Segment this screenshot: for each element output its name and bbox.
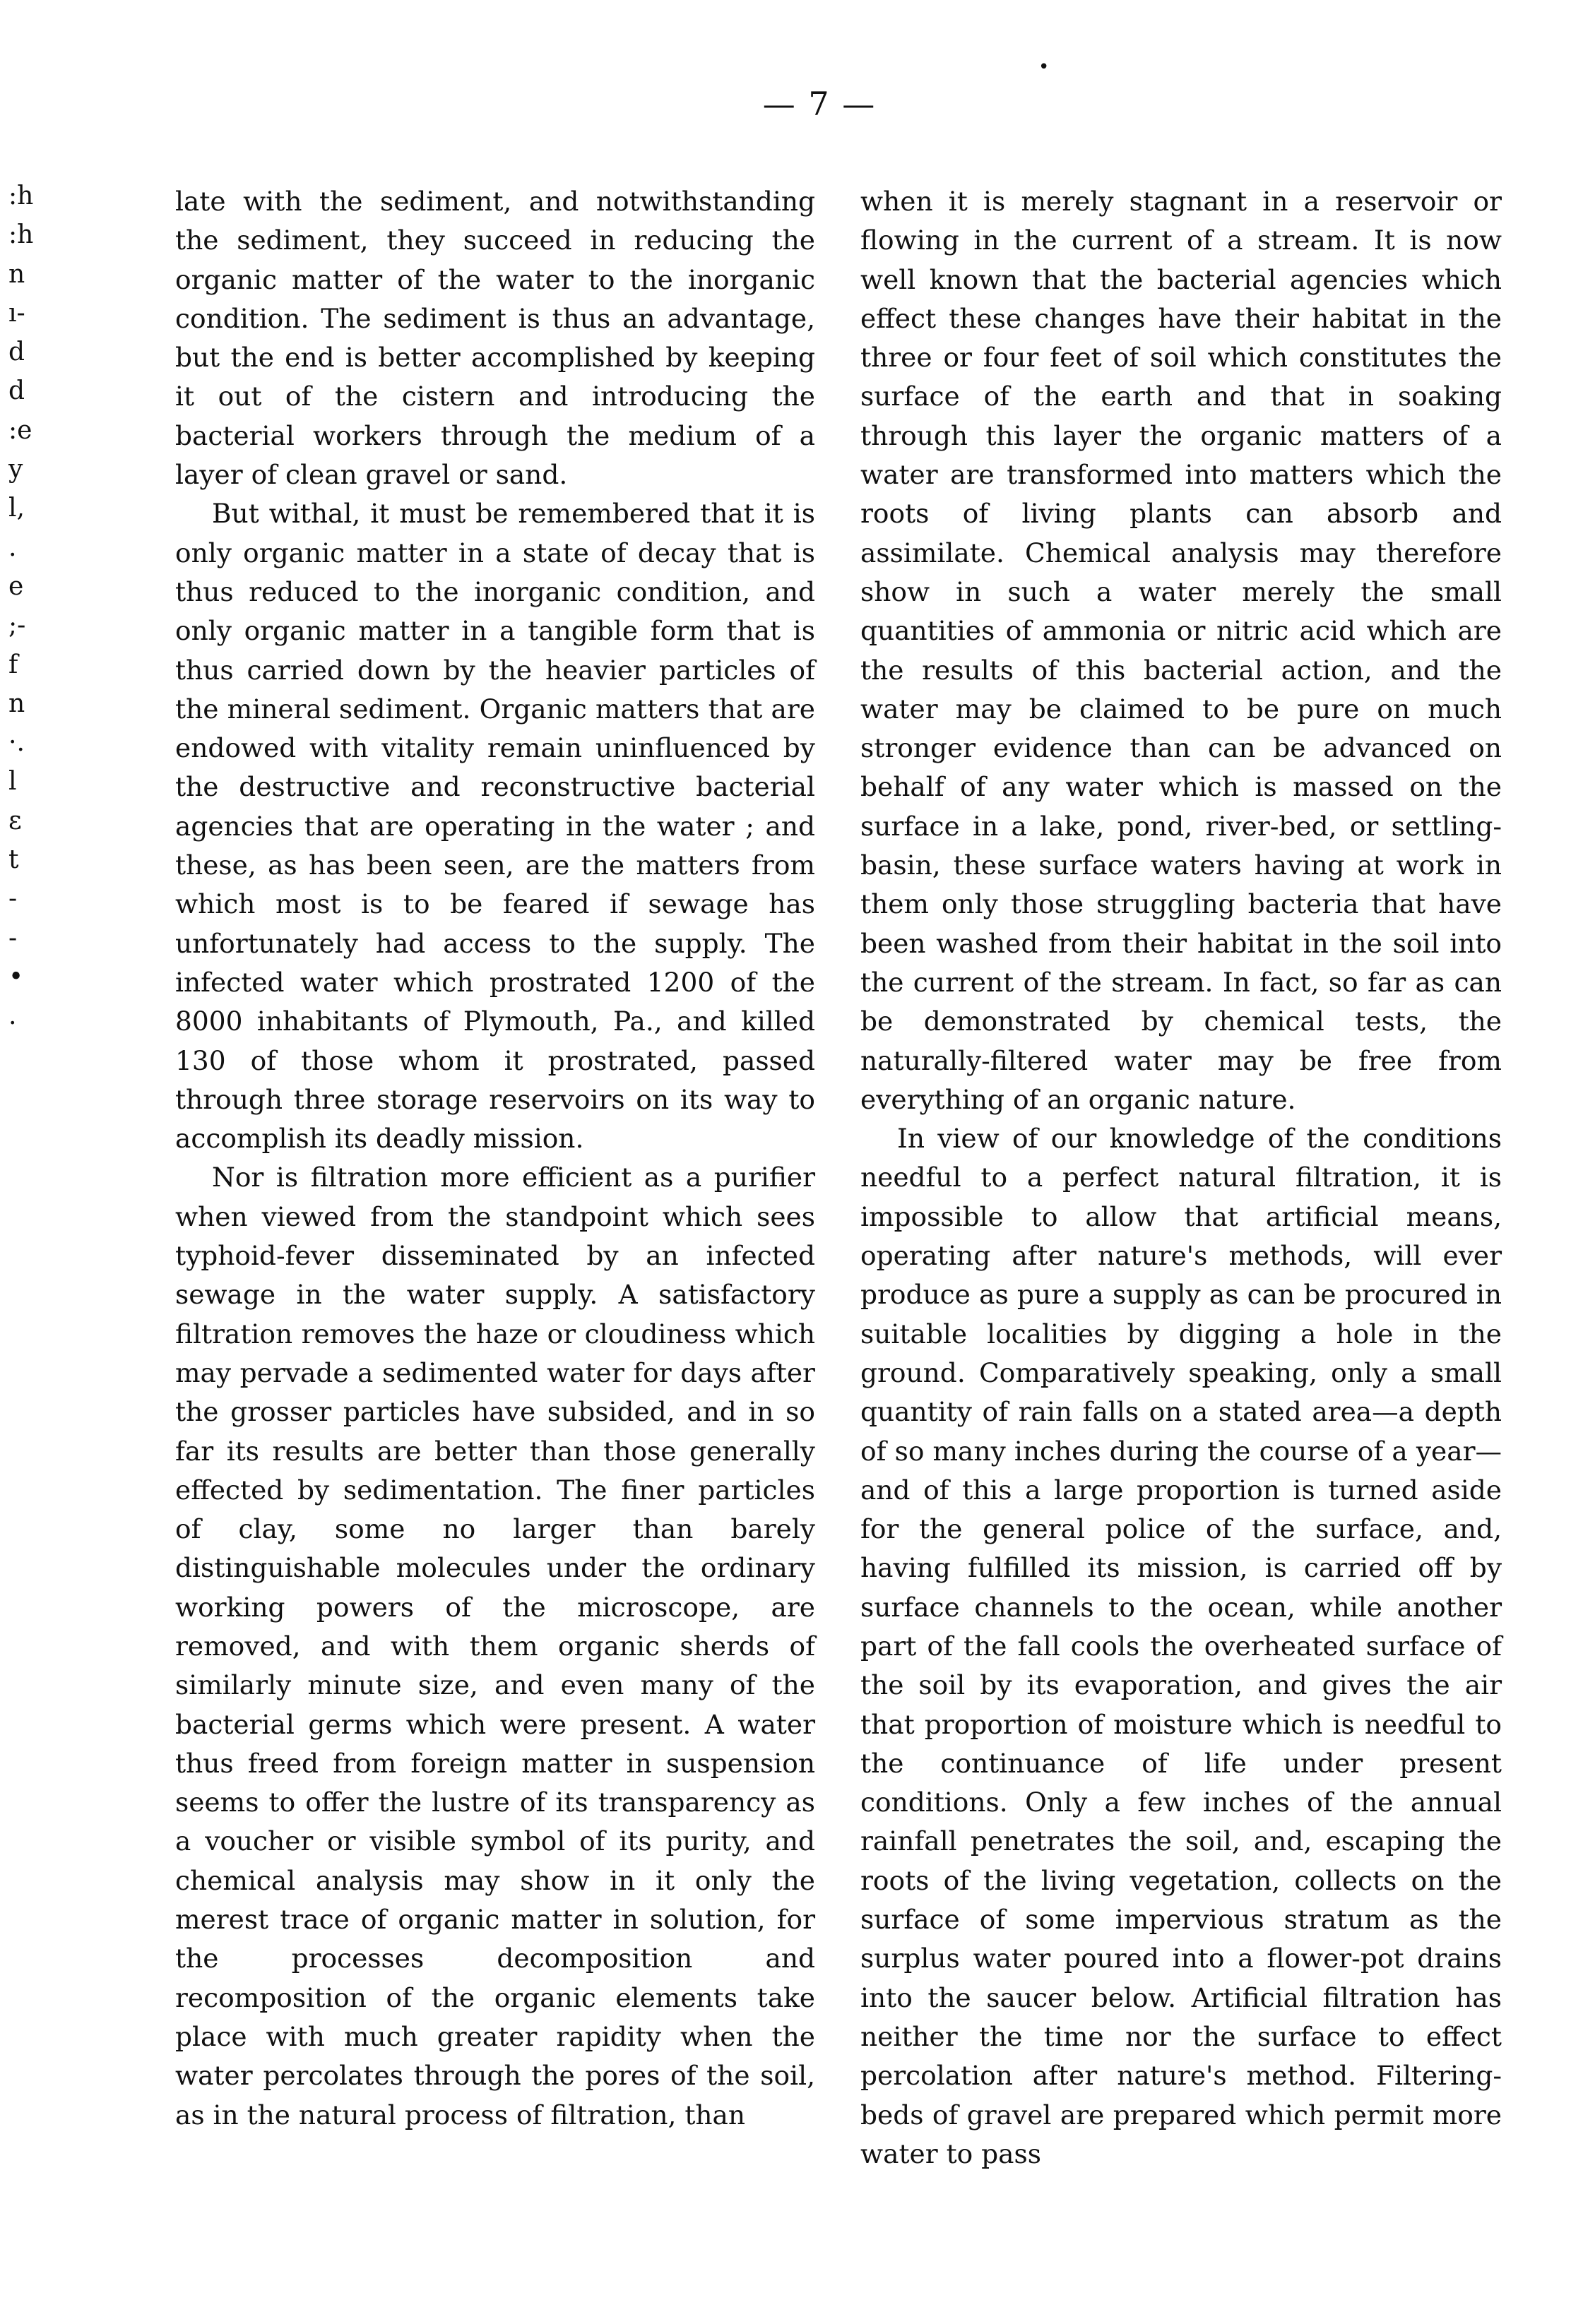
margin-fragment: :e xyxy=(8,415,32,445)
page-number: — 7 — xyxy=(762,85,877,123)
margin-fragment: t xyxy=(8,845,19,875)
margin-fragment: d xyxy=(8,376,25,406)
margin-fragment: - xyxy=(8,884,18,914)
margin-fragment: l, xyxy=(8,494,25,523)
paragraph: In view of our knowledge of the conditions needful to a perfect natural filtration, it is impossible to allow that artificial means, operating after nature's methods, will ever produce as pure a supply as can be procured in suitable localities by digging a hole in the ground. Comparatively speaking, only a small quantity of rain falls on a stated area—a depth of so many inches during the course of a year—and of this a large proportion is turned aside for the general police of the surface, and, having fulfilled its mission, is carried off by surface channels to the ocean, while another part of the fall cools the overheated surface of the soil by its evaporation, and gives the air that proportion of moisture which is needful to the continuance of life under present conditions. Only a few inches of the annual rainfall penetrates the soil, and, escaping the roots of the living vegetation, collects on the surface of some impervious stratum as the surplus water poured into a flower-pot drains into the saucer below. Artificial filtration has neither the time nor the surface to effect percolation after nature's method. Filtering-beds of gravel are prepared which permit more water to pass xyxy=(860,1123,1502,2169)
margin-fragment: • xyxy=(8,962,24,991)
margin-fragment: n xyxy=(8,689,25,718)
margin-fragment: d xyxy=(8,338,25,367)
margin-fragment: ;- xyxy=(8,611,26,640)
paragraph: But withal, it must be remembered that it is only organic matter in a state of decay that is thus reduced to the inorganic condition, and only organic matter in a tangible form that is thus carried down by the heavier particles of the mineral sediment. Organic matters that are endowed with vitality remain uninfluenced by the destructive and reconstructive bacterial agencies that are operating in the water ; and these, as has been seen, are the matters from which most is to be feared if sewage has unfortunately had access to the supply. The infected water which prostrated 1200 of the 8000 inhabitants of Plymouth, Pa., and killed 130 of those whom it prostrated, passed through three storage reservoirs on its way to accomplish its deadly mission. xyxy=(175,498,815,1155)
margin-fragments xyxy=(8,177,37,1036)
margin-fragment: l xyxy=(8,767,17,797)
margin-fragment: f xyxy=(8,650,18,679)
margin-fragment: e xyxy=(8,571,24,601)
margin-fragment: ·. xyxy=(8,728,25,758)
margin-fragment: ı- xyxy=(8,298,25,328)
paragraph: when it is merely stagnant in a reservoir or flowing in the current of a stream. It is now well known that the bacterial agencies which effect these changes have their habitat in the three or four feet of soil which constitutes the surface of the earth and that in soaking through this layer the organic matters of a water are transformed into matters which the roots of living plants can absorb and assimilate. Chemical analysis may therefore show in such a water merely the small quantities of ammonia or nitric acid which are the results of this bacterial action, and the water may be claimed to be pure on much stronger evidence than can be advanced on behalf of any water which is massed on the surface in a lake, pond, river-bed, or settling-basin, these surface waters having at work in them only those struggling bacteria that have been washed from their habitat in the soil into the current of the stream. In fact, so far as can be demonstrated by chemical tests, the naturally-filtered water may be free from everything of an organic nature. xyxy=(860,186,1502,1115)
margin-fragment: - xyxy=(8,923,18,953)
margin-fragment: ɛ xyxy=(8,806,22,835)
right-text-column xyxy=(860,182,1502,2174)
margin-fragment: y xyxy=(8,455,23,484)
paragraph: Nor is filtration more efficient as a purifier when viewed from the standpoint which sees typhoid-fever disseminated by an infected sewage in the water supply. A satisfactory filtration removes the haze or cloudiness which may pervade a sedimented water for days after the grosser particles have subsided, and in so far its results are better than those generally effected by sedimentation. The finer particles of clay, some no larger than barely distinguishable molecules under the ordinary working powers of the microscope, are removed, and with them organic sherds of similarly minute size, and even many of the bacterial germs which were present. A water thus freed from foreign matter in suspension seems to offer the lustre of its transparency as a voucher or visible symbol of its purity, and chemical analysis may show in it only the merest trace of organic matter in solution, for the processes decomposition and recomposition of the organic elements take place with much greater rapidity when the water percolates through the pores of the soil, as in the natural process of filtration, than xyxy=(175,1162,815,2131)
margin-fragment: :h xyxy=(8,220,34,250)
stray-print-mark: • xyxy=(1038,56,1050,78)
margin-fragment: n xyxy=(8,259,25,289)
left-text-column xyxy=(175,182,815,2135)
margin-fragment: . xyxy=(8,532,17,562)
margin-fragment: . xyxy=(8,1001,17,1031)
paragraph: late with the sediment, and notwithstanding the sediment, they succeed in reducing the organic matter of the water to the inorganic condition. The sediment is thus an advantage, but the end is better accomplished by keeping it out of the cistern and introducing the bacterial workers through the medium of a layer of clean gravel or sand. xyxy=(175,186,815,491)
margin-fragment: :h xyxy=(8,181,34,210)
